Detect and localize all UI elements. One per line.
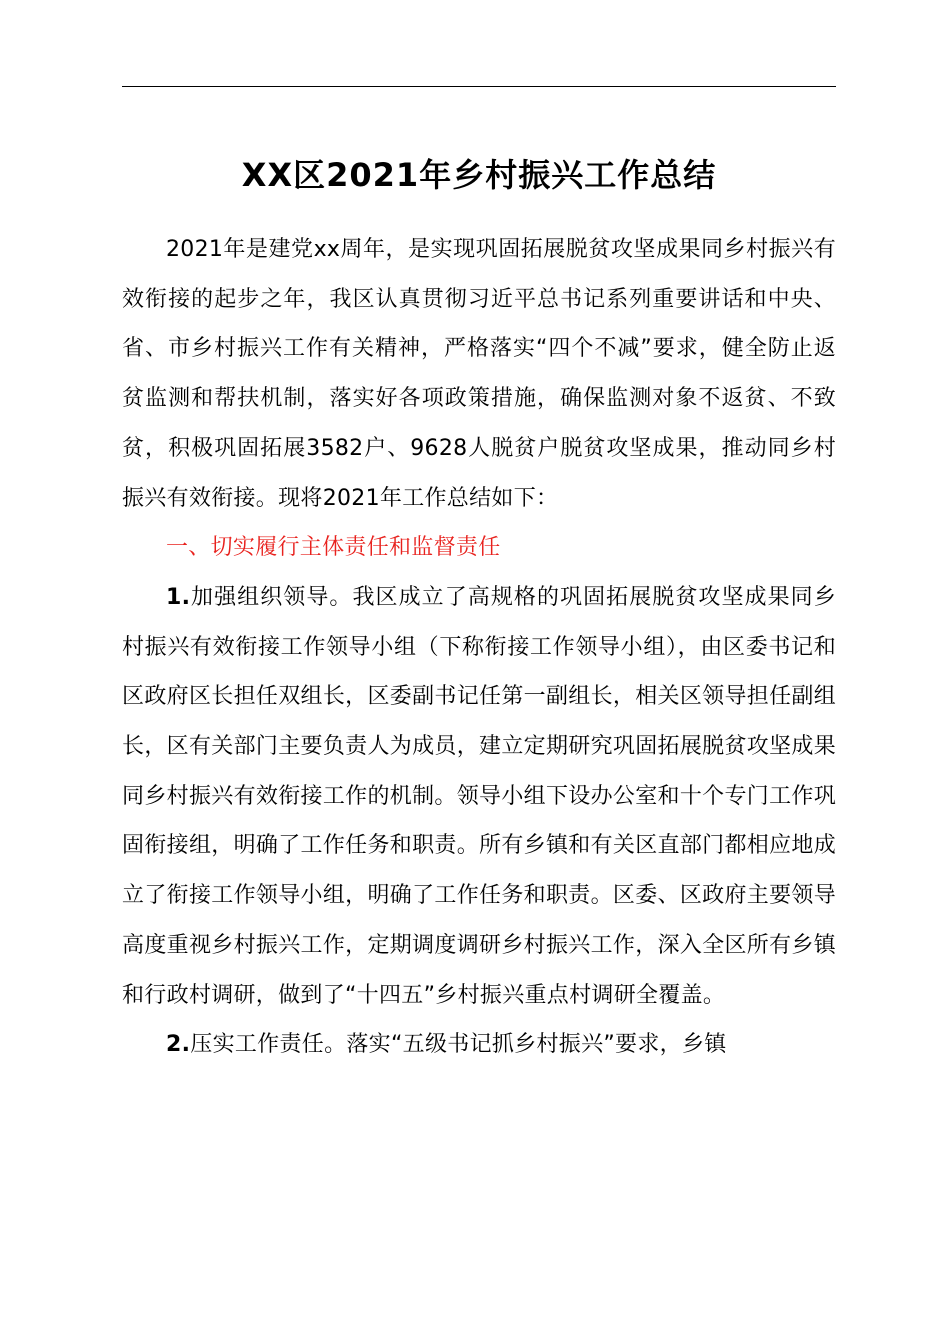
- item-text: 加强组织领导。我区成立了高规格的巩固拓展脱贫攻坚成果同乡村振兴有效衔接工作领导小组（下称衔接工作领导小组），由区委书记和区政府区长担任双组长，区委副书记任第一副组长，相关区领导担任副组长，区有关部门主要负责人为成员，建立定期研究巩固拓展脱贫攻坚成果同乡村振兴有效衔接工作的机制。领导小组下设办公室和十个专门工作巩固衔接组，明确了工作任务和职责。所有乡镇和有关区直部门都相应地成立了衔接工作领导小组，明确了工作任务和职责。区委、区政府主要领导高度重视乡村振兴工作，定期调度调研乡村振兴工作，深入全区所有乡镇和行政村调研，做到了“十四五”乡村振兴重点村调研全覆盖。: [122, 584, 836, 1008]
- item-paragraph-2: [122, 1020, 836, 1070]
- intro-paragraph: 2021年是建党xx周年，是实现巩固拓展脱贫攻坚成果同乡村振兴有效衔接的起步之年，我区认真贯彻习近平总书记系列重要讲话和中央、省、市乡村振兴工作有关精神，严格落实“四个不减”要求，健全防止返贫监测和帮扶机制，落实好各项政策措施，确保监测对象不返贫、不致贫，积极巩固拓展3582户、9628人脱贫户脱贫攻坚成果，推动同乡村振兴有效衔接。现将2021年工作总结如下：: [122, 237, 836, 511]
- item-text: 压实工作责任。落实“五级书记抓乡村振兴”要求，乡镇: [190, 1032, 727, 1058]
- document-body: [122, 225, 836, 1070]
- item-number: 1.: [166, 584, 191, 610]
- document-title: XX区2021年乡村振兴工作总结: [241, 156, 717, 194]
- section-heading: 一、切实履行主体责任和监督责任: [166, 535, 501, 561]
- item-paragraph-1: [122, 573, 836, 1020]
- item-number: 2.: [166, 1032, 191, 1058]
- header-rule: [122, 86, 836, 87]
